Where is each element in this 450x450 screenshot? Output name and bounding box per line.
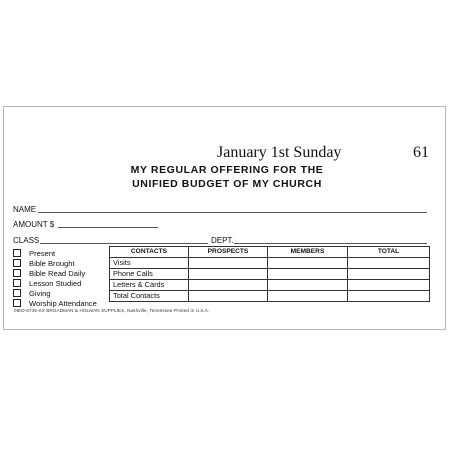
checklist-label: Lesson Studied bbox=[29, 278, 82, 288]
checklist-label: Bible Read Daily bbox=[29, 268, 86, 278]
table-cell[interactable] bbox=[348, 258, 430, 269]
table-cell[interactable] bbox=[189, 258, 268, 269]
envelope-number: 61 bbox=[413, 144, 429, 161]
checkbox-icon[interactable] bbox=[13, 299, 21, 307]
column-header-total: TOTAL bbox=[348, 247, 430, 258]
dept-line[interactable] bbox=[234, 243, 427, 244]
table-header-row bbox=[110, 247, 430, 258]
table-cell[interactable] bbox=[189, 280, 268, 291]
dept-label: DEPT. bbox=[211, 236, 234, 245]
class-line[interactable] bbox=[40, 243, 208, 244]
amount-line[interactable] bbox=[58, 227, 158, 228]
attendance-checklist bbox=[13, 248, 97, 308]
date-title: January 1st Sunday bbox=[217, 144, 342, 161]
checklist-item-giving[interactable] bbox=[13, 288, 97, 298]
headline-line-1: MY REGULAR OFFERING FOR THE bbox=[130, 164, 324, 176]
table-row bbox=[110, 258, 430, 269]
name-line[interactable] bbox=[38, 212, 427, 213]
checklist-label: Giving bbox=[29, 288, 51, 298]
table-cell[interactable] bbox=[348, 269, 430, 280]
headline-line-2: UNIFIED BUDGET OF MY CHURCH bbox=[132, 178, 322, 190]
checkbox-icon[interactable] bbox=[13, 289, 21, 297]
row-label-phone-calls: Phone Calls bbox=[110, 269, 189, 280]
checkbox-icon[interactable] bbox=[13, 249, 21, 257]
footer-credit: 0800-6745-XX BROADMAN & HOLMAN SUPPLIES, Nashville, Tennessee Printed in U.S.A. bbox=[14, 308, 210, 313]
name-label: NAME bbox=[13, 205, 37, 214]
table-row bbox=[110, 291, 430, 302]
checklist-label: Worship Attendance bbox=[29, 298, 97, 308]
table-row bbox=[110, 269, 430, 280]
table-cell[interactable] bbox=[268, 280, 348, 291]
table-cell[interactable] bbox=[348, 291, 430, 302]
table-cell[interactable] bbox=[348, 280, 430, 291]
checklist-item-worship-attendance[interactable] bbox=[13, 298, 97, 308]
table-cell[interactable] bbox=[189, 269, 268, 280]
column-header-members: MEMBERS bbox=[268, 247, 348, 258]
column-header-contacts: CONTACTS bbox=[110, 247, 189, 258]
class-label: CLASS bbox=[13, 236, 40, 245]
checklist-item-lesson-studied[interactable] bbox=[13, 278, 97, 288]
table-cell[interactable] bbox=[189, 291, 268, 302]
table-cell[interactable] bbox=[268, 258, 348, 269]
row-label-total-contacts: Total Contacts bbox=[110, 291, 189, 302]
table-cell[interactable] bbox=[268, 291, 348, 302]
column-header-prospects: PROSPECTS bbox=[189, 247, 268, 258]
amount-label: AMOUNT $ bbox=[13, 220, 55, 229]
table-cell[interactable] bbox=[268, 269, 348, 280]
row-label-visits: Visits bbox=[110, 258, 189, 269]
checkbox-icon[interactable] bbox=[13, 259, 21, 267]
table-row bbox=[110, 280, 430, 291]
checklist-item-bible-brought[interactable] bbox=[13, 258, 97, 268]
checklist-label: Bible Brought bbox=[29, 258, 75, 268]
checklist-item-bible-read-daily[interactable] bbox=[13, 268, 97, 278]
checkbox-icon[interactable] bbox=[13, 279, 21, 287]
checkbox-icon[interactable] bbox=[13, 269, 21, 277]
checklist-label: Present bbox=[29, 248, 56, 258]
row-label-letters-cards: Letters & Cards bbox=[110, 280, 189, 291]
contacts-table bbox=[109, 246, 430, 302]
checklist-item-present[interactable] bbox=[13, 248, 97, 258]
